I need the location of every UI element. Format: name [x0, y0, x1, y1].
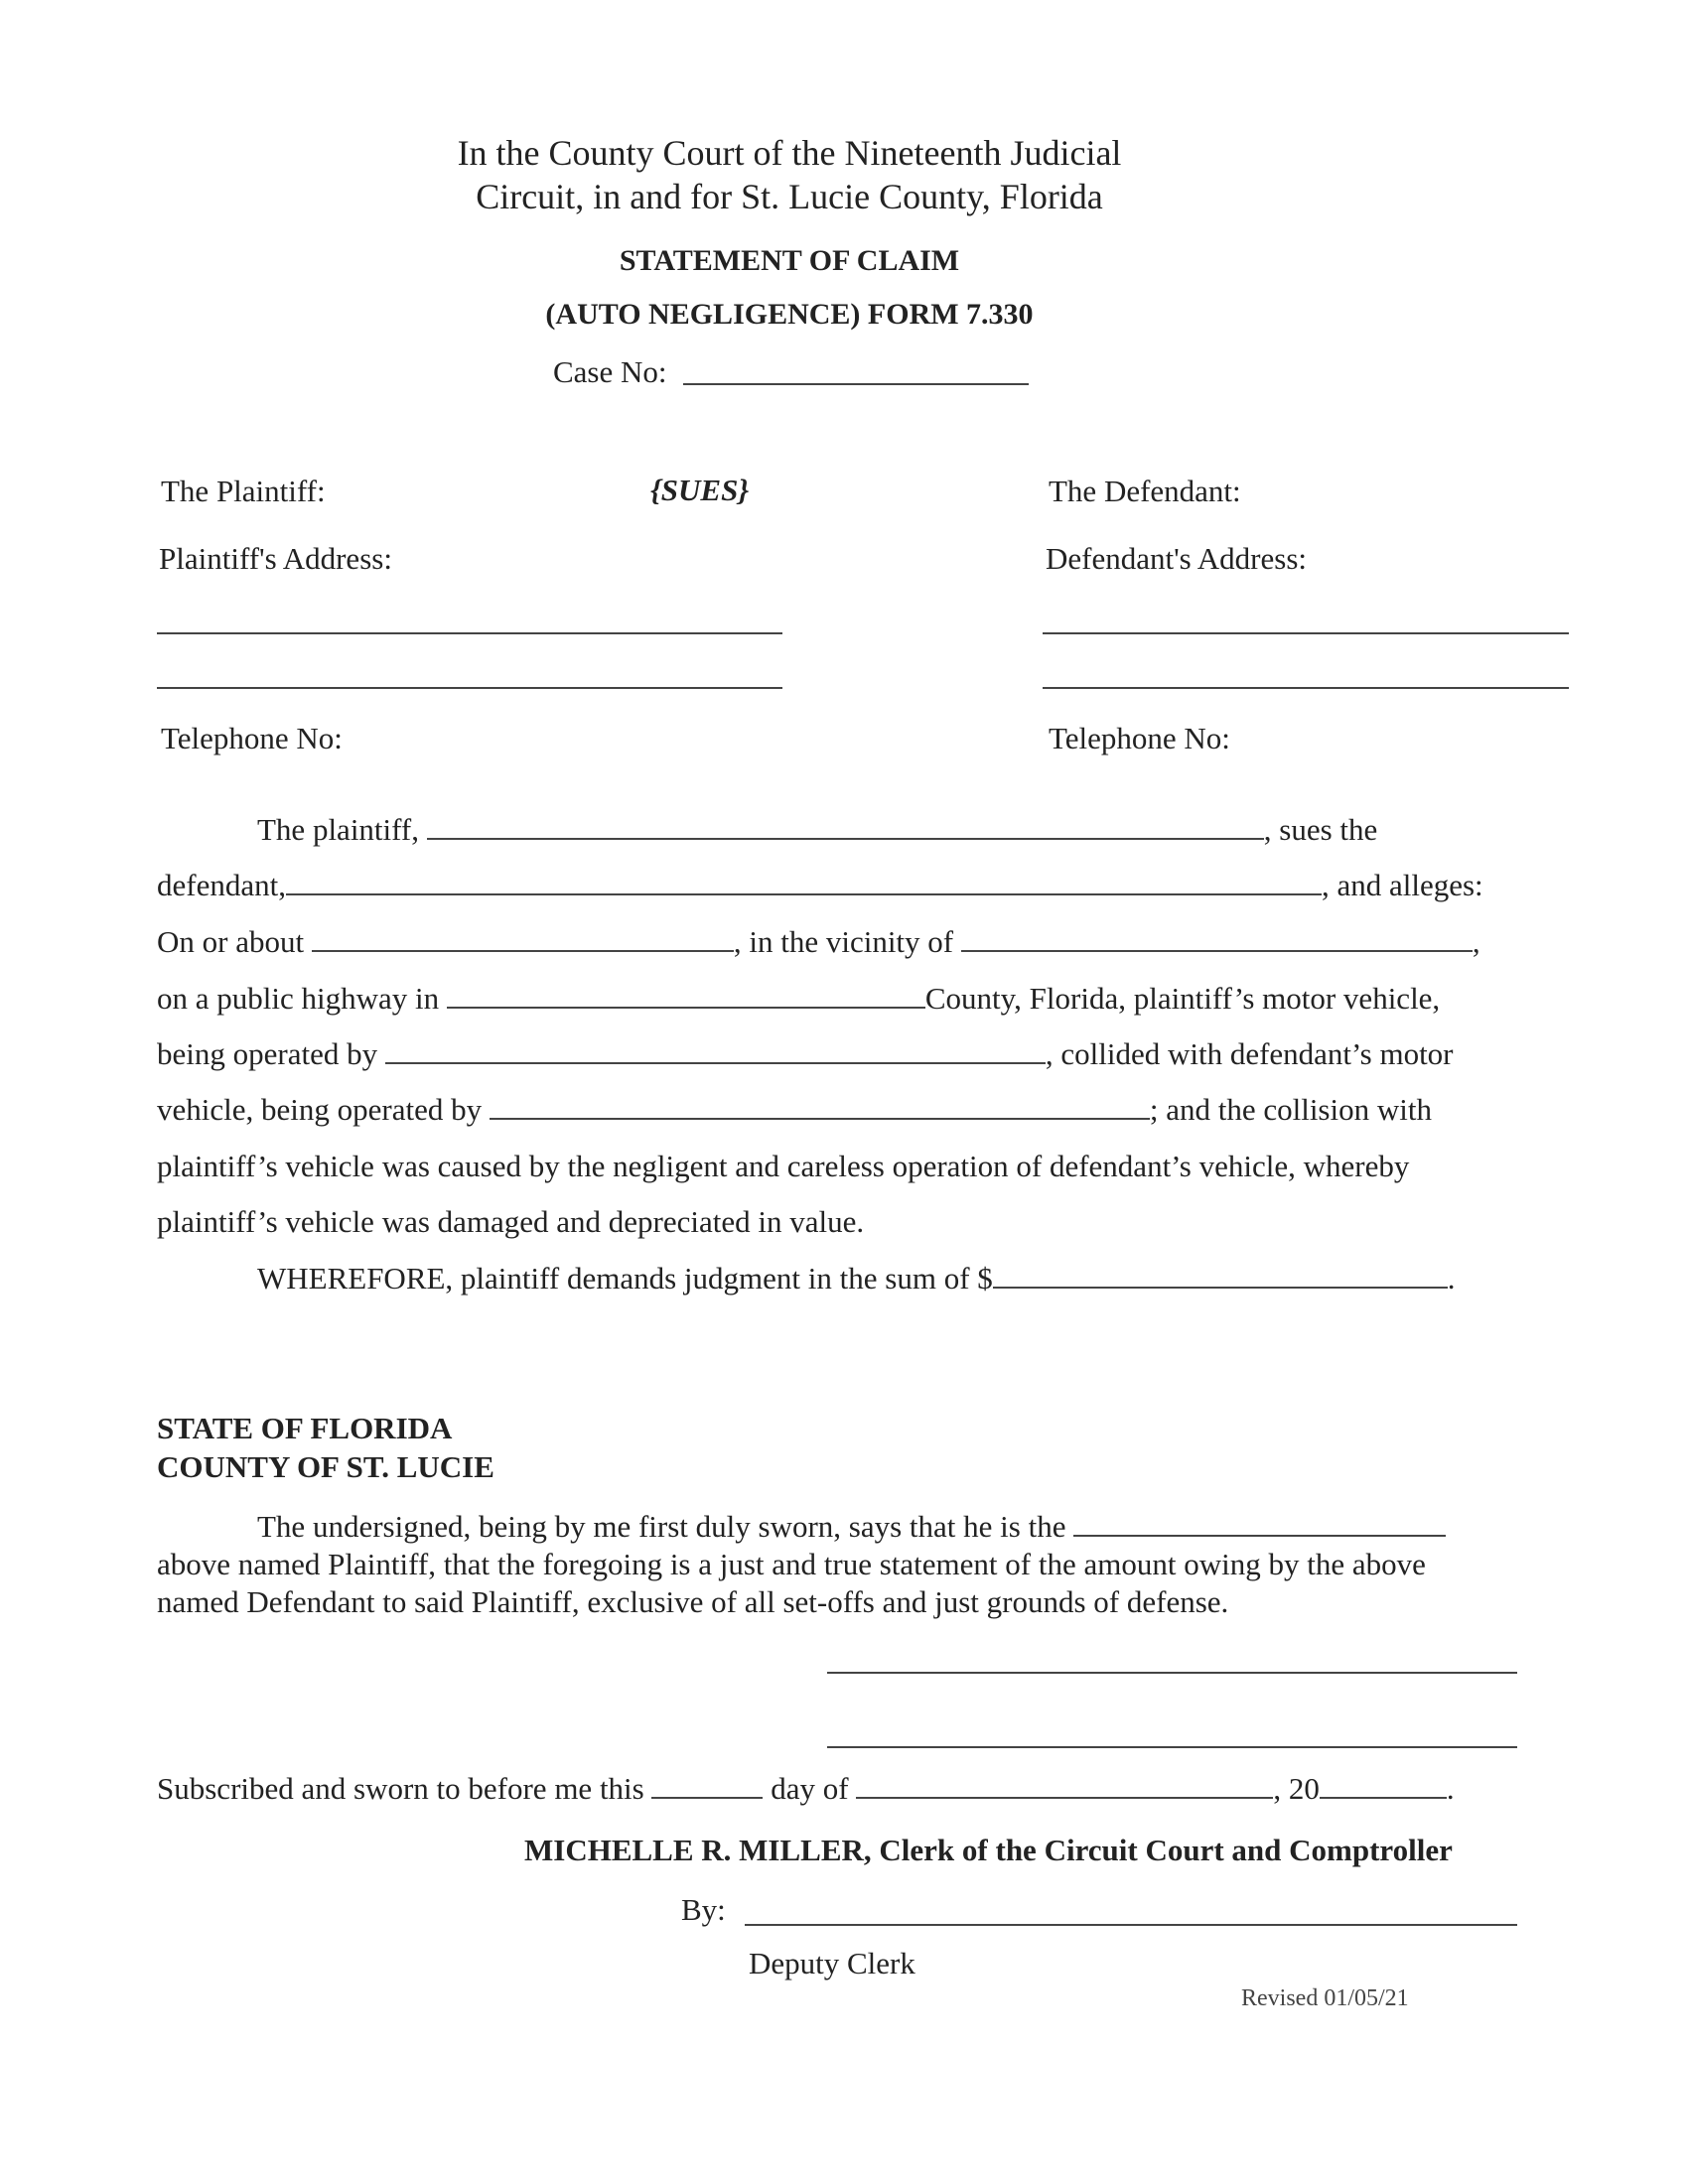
defendant-name-field[interactable] — [286, 868, 1322, 895]
affiant-signature-line-1[interactable] — [827, 1672, 1517, 1674]
claim-line-7: plaintiff’s vehicle was caused by the negligent and careless operation of defendant’s vehicle, whereby — [157, 1149, 1410, 1183]
oath-line-1: The undersigned, being by me first duly sworn, says that he is the — [257, 1509, 1446, 1545]
clerk-signature-line[interactable] — [745, 1924, 1517, 1926]
jurat-line: Subscribed and sworn to before me this day of , 20 . — [157, 1771, 1455, 1806]
plaintiff-address-line-2[interactable] — [157, 687, 782, 689]
claim-line-5: being operated by , collided with defendant’s motor — [157, 1036, 1454, 1071]
plaintiff-address-line-1[interactable] — [157, 632, 782, 634]
defendant-driver-field[interactable] — [490, 1092, 1150, 1120]
case-no-field[interactable] — [683, 383, 1029, 385]
state-heading: STATE OF FLORIDA — [157, 1411, 453, 1445]
case-no-label: Case No: — [553, 354, 667, 389]
by-label: By: — [681, 1892, 726, 1927]
county-heading: COUNTY OF ST. LUCIE — [157, 1449, 494, 1484]
plaintiff-label: The Plaintiff: — [161, 474, 326, 508]
oath-line-3: named Defendant to said Plaintiff, exclusive of all set-offs and just grounds of defense. — [157, 1584, 1229, 1619]
plaintiff-driver-field[interactable] — [385, 1036, 1046, 1064]
claim-line-3: On or about , in the vicinity of , — [157, 924, 1480, 959]
form-title: STATEMENT OF CLAIM — [619, 244, 960, 277]
day-field[interactable] — [651, 1771, 763, 1799]
month-field[interactable] — [856, 1771, 1273, 1799]
revised-date: Revised 01/05/21 — [1241, 1985, 1409, 2011]
plaintiff-address-label: Plaintiff's Address: — [159, 541, 392, 576]
oath-line-2: above named Plaintiff, that the foregoing is a just and true statement of the amount owing by the above — [157, 1547, 1426, 1581]
form-subtitle: (AUTO NEGLIGENCE) FORM 7.330 — [545, 298, 1034, 331]
defendant-address-label: Defendant's Address: — [1046, 541, 1308, 576]
defendant-address-line-2[interactable] — [1043, 687, 1569, 689]
defendant-phone-label: Telephone No: — [1049, 721, 1230, 755]
affiant-signature-line-2[interactable] — [827, 1746, 1517, 1748]
defendant-address-line-1[interactable] — [1043, 632, 1569, 634]
judgment-amount-field[interactable] — [993, 1261, 1448, 1289]
plaintiff-phone-label: Telephone No: — [161, 721, 343, 755]
affiant-capacity-field[interactable] — [1073, 1509, 1446, 1537]
claim-line-1: The plaintiff, , sues the — [257, 812, 1378, 847]
claim-line-6: vehicle, being operated by ; and the collision with — [157, 1092, 1432, 1127]
court-line-1: In the County Court of the Nineteenth Judicial — [457, 133, 1122, 173]
court-line-2: Circuit, in and for St. Lucie County, Florida — [476, 177, 1103, 216]
vicinity-field[interactable] — [961, 924, 1473, 952]
date-field[interactable] — [312, 924, 734, 952]
clerk-name: MICHELLE R. MILLER, Clerk of the Circuit Court and Comptroller — [524, 1833, 1453, 1867]
defendant-label: The Defendant: — [1049, 474, 1241, 508]
year-field[interactable] — [1320, 1771, 1447, 1799]
deputy-clerk-label: Deputy Clerk — [749, 1946, 915, 1980]
claim-line-4: on a public highway in County, Florida, plaintiff’s motor vehicle, — [157, 981, 1441, 1016]
county-field[interactable] — [447, 981, 925, 1009]
claim-line-2: defendant, , and alleges: — [157, 868, 1483, 902]
claim-line-8: plaintiff’s vehicle was damaged and depreciated in value. — [157, 1204, 865, 1239]
claim-line-9: WHEREFORE, plaintiff demands judgment in the sum of $ . — [257, 1261, 1456, 1296]
plaintiff-name-field[interactable] — [427, 812, 1264, 840]
sues-label: {SUES} — [650, 473, 750, 507]
